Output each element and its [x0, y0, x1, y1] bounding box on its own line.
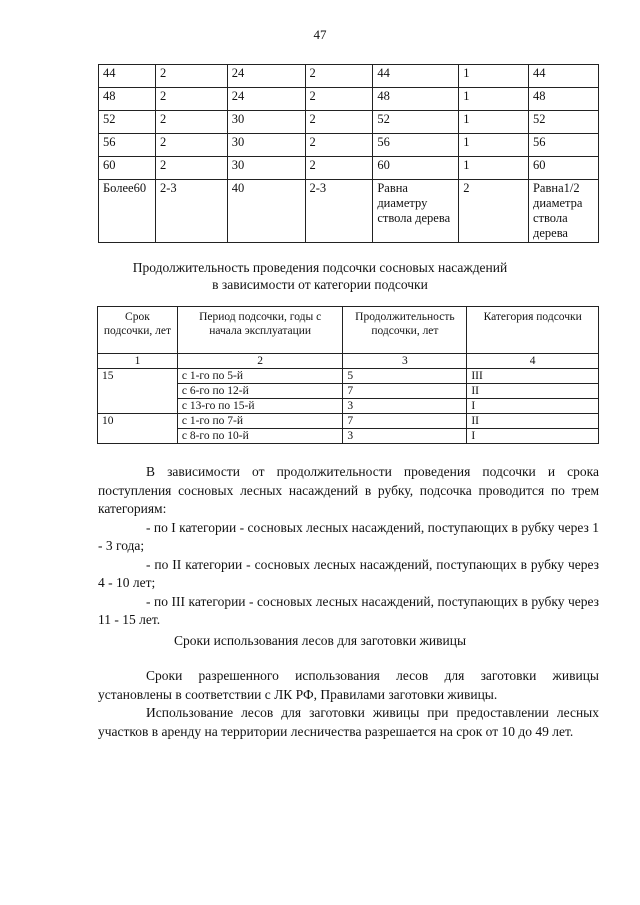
- table-cell: Равна1/2 диаметра ствола дерева: [528, 180, 598, 243]
- table-cell: 2: [155, 111, 227, 134]
- table-cell: 2: [305, 88, 373, 111]
- table-row: [99, 134, 599, 157]
- page-number: 47: [313, 27, 327, 42]
- list-item: - по I категории - сосновых лесных насаждений, поступающих в рубку через 1 - 3 года;: [98, 519, 599, 553]
- table-cell: 48: [99, 88, 156, 111]
- table-cell: 1: [459, 65, 529, 88]
- table-cell: 52: [99, 111, 156, 134]
- section-title-tapping-duration: [0, 259, 640, 293]
- table-cell: 1: [459, 88, 529, 111]
- category-cell: III: [467, 369, 599, 384]
- table-cell: 24: [227, 65, 305, 88]
- duration-cell: 7: [343, 414, 467, 429]
- table-cell: 1: [459, 157, 529, 180]
- duration-cell: 3: [343, 429, 467, 444]
- categories-paragraph: [98, 463, 599, 630]
- paragraph: Использование лесов для заготовки живицы при предоставлении лесных участков в аренду на территории лесничества разрешается на срок от 10 до 49 лет.: [98, 705, 599, 739]
- table-cell: 30: [227, 134, 305, 157]
- column-number: 1: [98, 354, 178, 369]
- table-cell: 56: [528, 134, 598, 157]
- table-cell: 60: [373, 157, 459, 180]
- table-cell: 44: [528, 65, 598, 88]
- table-cell: Более60: [99, 180, 156, 243]
- table-cell: 2: [305, 157, 373, 180]
- duration-cell: 3: [343, 399, 467, 414]
- header-duration: Продолжительность подсочки, лет: [343, 307, 467, 354]
- table-cell: 52: [528, 111, 598, 134]
- category-cell: II: [467, 414, 599, 429]
- category-cell: II: [467, 384, 599, 399]
- table-cell: 2: [155, 134, 227, 157]
- table-cell: 40: [227, 180, 305, 243]
- period-cell: с 6-го по 12-й: [177, 384, 343, 399]
- table-cell: 24: [227, 88, 305, 111]
- list-item: - по II категории - сосновых лесных насаждений, поступающих в рубку через 4 - 10 лет;: [98, 556, 599, 590]
- term-cell: 15: [98, 369, 178, 414]
- table-cell: 56: [99, 134, 156, 157]
- column-number: 3: [343, 354, 467, 369]
- table-cell: 2: [305, 65, 373, 88]
- table-row: [99, 157, 599, 180]
- paragraph: В зависимости от продолжительности проведения подсочки и срока поступления сосновых лесных насаждений в рубку, подсочка проводится по трем категориям:: [98, 464, 599, 516]
- table-cell: 2: [459, 180, 529, 243]
- table-cell: 2: [155, 157, 227, 180]
- table-cell: 52: [373, 111, 459, 134]
- header-term: Срок подсочки, лет: [98, 307, 178, 354]
- table-cell: 60: [528, 157, 598, 180]
- table-row: [98, 369, 599, 384]
- table-cell: 30: [227, 111, 305, 134]
- duration-cell: 5: [343, 369, 467, 384]
- table-cell: 44: [373, 65, 459, 88]
- table-cell: 56: [373, 134, 459, 157]
- duration-cell: 7: [343, 384, 467, 399]
- column-number: 2: [177, 354, 343, 369]
- column-number: 4: [467, 354, 599, 369]
- table-row: [99, 111, 599, 134]
- resin-paragraphs: [98, 667, 599, 741]
- table-cell: Равна диаметру ствола дерева: [373, 180, 459, 243]
- table-row: [99, 65, 599, 88]
- table-cell: 2: [305, 111, 373, 134]
- term-cell: 10: [98, 414, 178, 444]
- table-cell: 2: [305, 134, 373, 157]
- paragraph: Сроки разрешенного использования лесов для заготовки живицы установлены в соответствии с ЛК РФ, Правилами заготовки живицы.: [98, 668, 599, 702]
- period-cell: с 8-го по 10-й: [177, 429, 343, 444]
- table-cell: 2: [155, 65, 227, 88]
- category-cell: I: [467, 399, 599, 414]
- title-line: Продолжительность проведения подсочки сосновых насаждений: [132, 260, 508, 275]
- table-row: [99, 180, 599, 243]
- table-cell: 48: [528, 88, 598, 111]
- period-cell: с 1-го по 7-й: [177, 414, 343, 429]
- table-cell: 2-3: [155, 180, 227, 243]
- table-cell: 1: [459, 111, 529, 134]
- list-item: - по III категории - сосновых лесных насаждений, поступающих в рубку через 11 - 15 лет.: [98, 593, 599, 627]
- table-cell: 60: [99, 157, 156, 180]
- period-cell: с 1-го по 5-й: [177, 369, 343, 384]
- section-title-resin-use: Сроки использования лесов для заготовки живицы: [173, 633, 467, 648]
- title-line: в зависимости от категории подсочки: [212, 277, 428, 292]
- tapping-duration-table: [97, 306, 599, 444]
- table-cell: 44: [99, 65, 156, 88]
- table-cell: 48: [373, 88, 459, 111]
- header-category: Категория подсочки: [467, 307, 599, 354]
- table-cell: 1: [459, 134, 529, 157]
- period-cell: с 13-го по 15-й: [177, 399, 343, 414]
- category-cell: I: [467, 429, 599, 444]
- forest-table-continued: [98, 64, 599, 243]
- table-cell: 2-3: [305, 180, 373, 243]
- table-cell: 2: [155, 88, 227, 111]
- table-row: [99, 88, 599, 111]
- table-row: [98, 414, 599, 429]
- header-period: Период подсочки, годы с начала эксплуатации: [177, 307, 343, 354]
- table-cell: 30: [227, 157, 305, 180]
